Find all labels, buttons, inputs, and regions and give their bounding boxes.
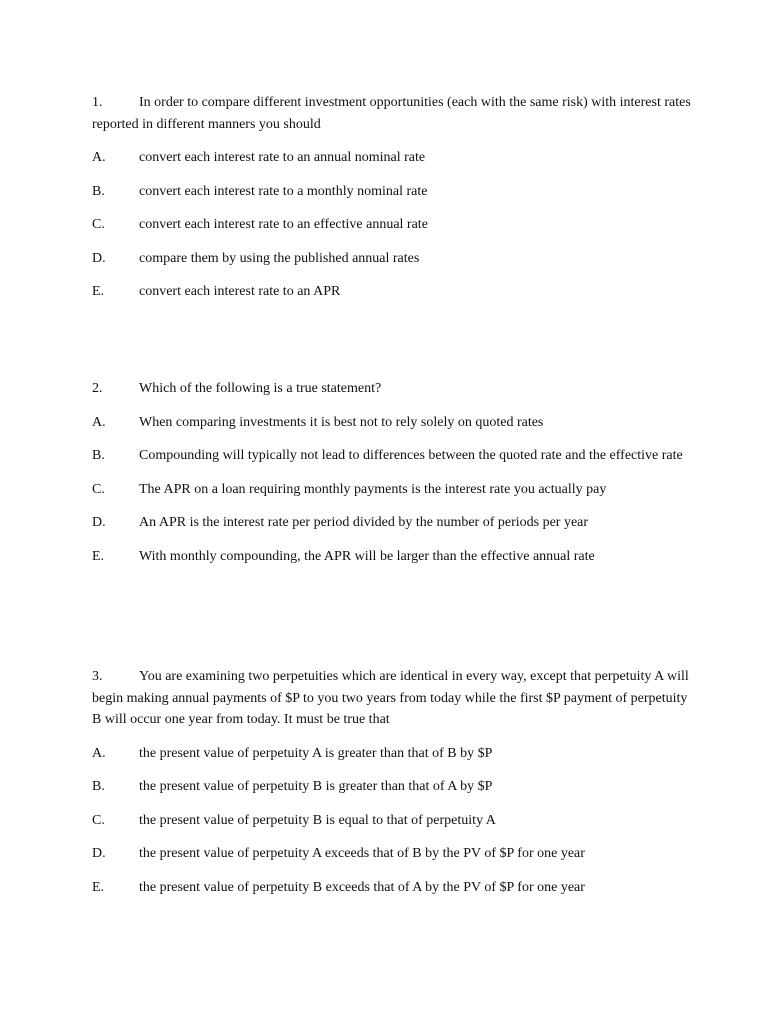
option-text: convert each interest rate to an annual nominal rate	[139, 150, 426, 165]
question-number: 3.	[92, 669, 103, 684]
option-text: the present value of perpetuity B is equal to that of perpetuity A	[139, 812, 496, 828]
answer-option-c	[92, 214, 692, 236]
option-letter: D.	[92, 515, 106, 530]
answer-option-d	[92, 248, 692, 270]
question-1	[92, 92, 692, 315]
answer-option-d	[92, 843, 692, 865]
answer-option-a	[92, 743, 692, 765]
option-letter: E.	[92, 284, 105, 299]
answer-option-e	[92, 546, 692, 568]
option-letter: A.	[92, 150, 106, 165]
option-letter: D.	[92, 250, 106, 266]
answer-option-b	[92, 776, 692, 798]
option-text: An APR is the interest rate per period divided by the number of periods per year	[139, 515, 589, 530]
answer-option-a	[92, 412, 692, 434]
question-3	[92, 666, 692, 910]
option-text: convert each interest rate to an APR	[139, 284, 341, 299]
question-text: You are examining two perpetuities which are identical in every way, except that perpetuity A will begin making annual payments of $P to you two years from today while the first $P payment of perpetuity B will occur one year from today. It must be true that	[92, 669, 689, 727]
option-letter: E.	[92, 879, 105, 895]
question-text: In order to compare different investment opportunities (each with the same risk) with interest rates reported in different manners you should	[92, 95, 691, 132]
option-letter: C.	[92, 812, 105, 828]
option-text: convert each interest rate to a monthly nominal rate	[139, 183, 428, 199]
option-text: the present value of perpetuity B is greater than that of A by $P	[139, 779, 493, 794]
option-letter: A.	[92, 414, 106, 430]
answer-option-e	[92, 281, 692, 303]
option-letter: B.	[92, 779, 105, 794]
answer-option-e	[92, 877, 692, 899]
option-text: convert each interest rate to an effective annual rate	[139, 217, 428, 232]
option-text: the present value of perpetuity A exceeds that of B by the PV of $P for one year	[139, 846, 585, 861]
option-text: When comparing investments it is best not to rely solely on quoted rates	[139, 414, 544, 430]
option-letter: B.	[92, 183, 105, 199]
option-letter: C.	[92, 481, 105, 497]
answer-option-b	[92, 445, 692, 467]
option-text: compare them by using the published annual rates	[139, 250, 420, 266]
answer-option-a	[92, 147, 692, 169]
question-stem	[92, 666, 692, 731]
option-letter: D.	[92, 846, 106, 861]
option-letter: C.	[92, 217, 105, 232]
answer-option-b	[92, 181, 692, 203]
question-2	[92, 378, 692, 579]
question-number: 1.	[92, 95, 103, 110]
question-number: 2.	[92, 381, 103, 396]
option-letter: B.	[92, 448, 105, 463]
option-text: The APR on a loan requiring monthly payments is the interest rate you actually pay	[139, 481, 607, 497]
question-stem	[92, 92, 692, 135]
option-text: the present value of perpetuity A is greater than that of B by $P	[139, 745, 493, 761]
answer-option-c	[92, 810, 692, 832]
option-letter: A.	[92, 745, 106, 761]
question-stem	[92, 378, 692, 400]
option-text: Compounding will typically not lead to differences between the quoted rate and the effective rate	[139, 448, 683, 463]
answer-option-c	[92, 479, 692, 501]
option-letter: E.	[92, 548, 105, 564]
option-text: the present value of perpetuity B exceeds that of A by the PV of $P for one year	[139, 879, 585, 895]
question-text: Which of the following is a true statement?	[139, 381, 382, 396]
option-text: With monthly compounding, the APR will be larger than the effective annual rate	[139, 548, 595, 564]
answer-option-d	[92, 512, 692, 534]
